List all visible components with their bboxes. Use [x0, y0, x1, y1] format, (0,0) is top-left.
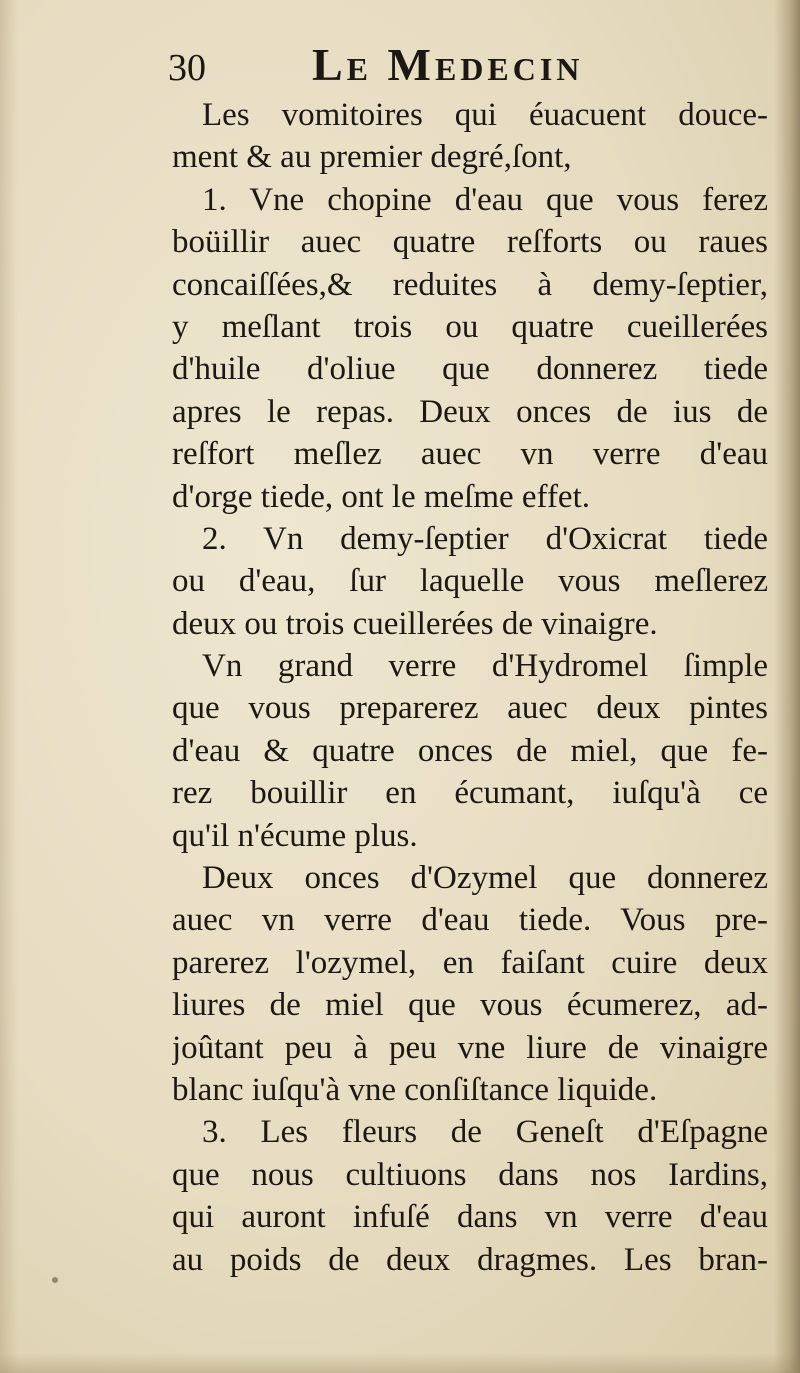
text-line: auec vn verre d'eau tiede. Vous pre-: [172, 902, 768, 939]
text-line: reſfort meſlez auec vn verre d'eau: [172, 436, 768, 473]
text-line: boüillir auec quatre reſforts ou raues: [172, 224, 768, 261]
text-line: y meſlant trois ou quatre cueillerées: [172, 308, 768, 345]
text-line: que vous preparerez auec deux pintes: [172, 690, 768, 727]
page-number: 30: [168, 47, 206, 89]
body-text: [172, 94, 768, 1281]
text-line: qui auront infuſé dans vn verre d'eau: [172, 1199, 768, 1236]
text-line: 2. Vn demy-ſeptier d'Oxicrat tiede: [202, 520, 768, 557]
text-line: d'huile d'oliue que donnerez tiede: [172, 351, 768, 388]
text-line: rez bouillir en écumant, iuſqu'à ce: [172, 775, 768, 812]
page-header: [168, 38, 758, 94]
running-title: Le Medecin: [312, 39, 584, 90]
text-line: qu'il n'écume plus.: [172, 817, 418, 854]
text-line: ment & au premier degré,ſont,: [172, 139, 572, 176]
text-line: Les vomitoires qui éuacuent douce-: [202, 97, 768, 133]
page-bottom-edge: [0, 1353, 800, 1373]
text-line: apres le repas. Deux onces de ius de: [172, 393, 768, 430]
text-line: joûtant peu à peu vne liure de vinaigre: [172, 1029, 768, 1066]
text-line: d'orge tiede, ont le meſme effet.: [172, 478, 590, 515]
text-line: au poids de deux dragmes. Les bran-: [172, 1241, 768, 1278]
text-line: blanc iuſqu'à vne conſiſtance liquide.: [172, 1071, 658, 1108]
text-line: d'eau & quatre onces de miel, que fe-: [172, 732, 768, 769]
text-line: 3. Les fleurs de Geneſt d'Eſpagne: [202, 1114, 768, 1151]
text-line: concaiſſées,& reduites à demy-ſeptier,: [172, 266, 768, 303]
text-line: 1. Vne chopine d'eau que vous ferez: [202, 181, 768, 218]
text-line: Deux onces d'Ozymel que donnerez: [202, 860, 768, 897]
binding-gutter-shadow: [774, 0, 800, 1373]
text-line: liures de miel que vous écumerez, ad-: [172, 987, 768, 1024]
text-line: parerez l'ozymel, en faiſant cuire deux: [172, 944, 768, 981]
page-left-edge: [0, 0, 18, 1373]
text-line: ou d'eau, ſur laquelle vous meſlerez: [172, 563, 768, 600]
text-line: Vn grand verre d'Hydromel ſimple: [202, 648, 768, 685]
text-line: deux ou trois cueillerées de vinaigre.: [172, 605, 658, 642]
ink-fleck: [52, 1277, 58, 1283]
text-line: que nous cultiuons dans nos Iardins,: [172, 1156, 768, 1193]
